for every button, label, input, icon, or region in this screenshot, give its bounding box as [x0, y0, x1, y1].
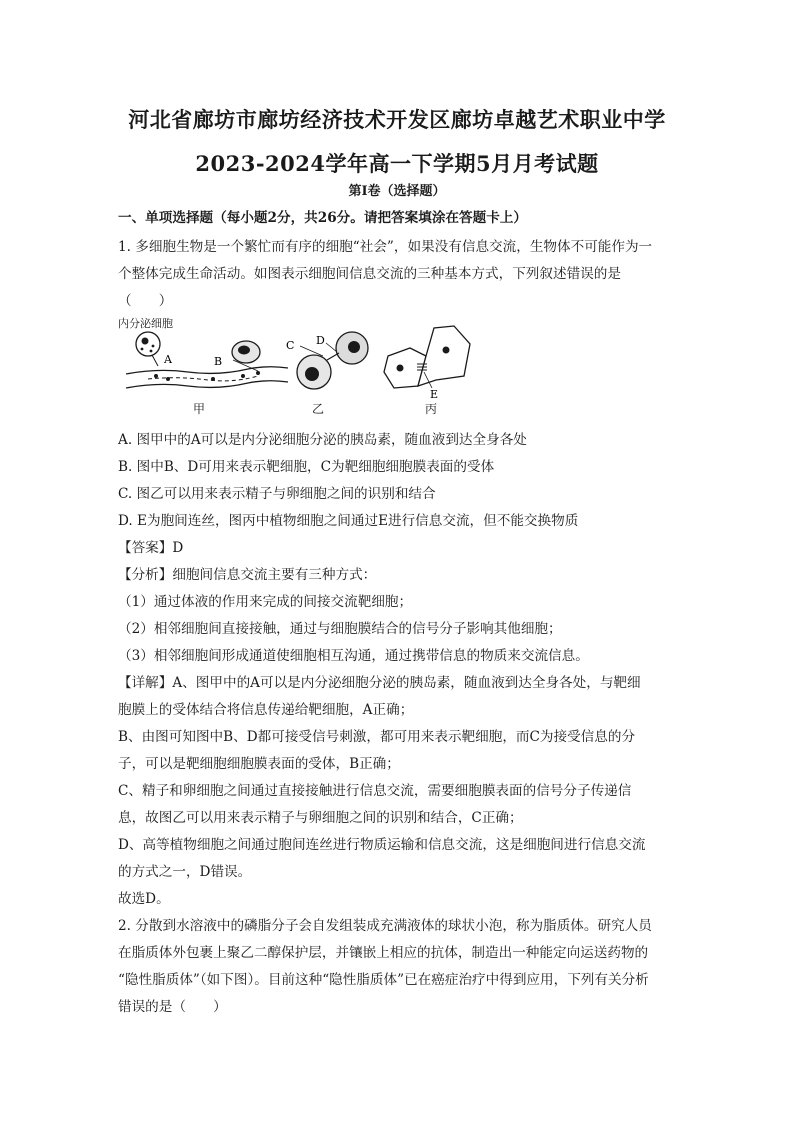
- q1-analysis-line3: （2）相邻细胞间直接接触，通过与细胞膜结合的信号分子影响其他细胞；: [118, 621, 562, 637]
- q1-conclusion: 故选D。: [118, 891, 170, 907]
- q2-line3: “隐性脂质体”（如下图）。目前这种“隐性脂质体”已在癌症治疗中得到应用，下列有关分析: [118, 972, 649, 988]
- q1-detail-line6: 息，故图乙可以用来表示精子与卵细胞之间的识别和结合，C正确；: [118, 810, 523, 826]
- q1-option-d: D. E为胞间连丝，图丙中植物细胞之间通过E进行信息交流，但不能交换物质: [118, 513, 579, 529]
- label-A: A: [164, 353, 172, 366]
- exam-title-line2: 2023-2024学年高一下学期5月月考试题: [195, 151, 599, 176]
- exam-title-line1: 河北省廊坊市廊坊经济技术开发区廊坊卓越艺术职业中学: [128, 107, 666, 132]
- endocrine-cell: [136, 332, 160, 356]
- panel-yi-diagram: [286, 332, 368, 389]
- q1-answer: 【答案】D: [118, 540, 184, 556]
- q1-detail-line3: B、由图可知图中B、D都可接受信号刺激，都可用来表示靶细胞，而C为接受信息的分: [118, 729, 636, 745]
- label-B: B: [214, 355, 223, 368]
- q2-line1: 2. 分散到水溶液中的磷脂分子会自发组装成充满液体的球状小泡，称为脂质体。研究人员: [118, 918, 652, 934]
- vessel-top: [126, 367, 288, 374]
- q1-option-b: B. 图中B、D可用来表示靶细胞，C为靶细胞细胞膜表面的受体: [118, 459, 495, 475]
- cell-communication-figure: [118, 316, 478, 420]
- label-E: E: [430, 388, 439, 401]
- q1-detail-line5: C、精子和卵细胞之间通过直接接触进行信息交流，需要细胞膜表面的信号分子传递信: [118, 783, 632, 799]
- q1-detail-line1: 【详解】A、图甲中的A可以是内分泌细胞分泌的胰岛素，随血液到达全身各处，与靶细: [118, 675, 641, 691]
- q1-analysis-line1: 【分析】细胞间信息交流主要有三种方式：: [118, 567, 377, 583]
- label-D: D: [316, 334, 325, 347]
- q2-line2: 在脂质体外包裹上聚乙二醇保护层，并镶嵌上相应的抗体，制造出一种能定向运送药物的: [118, 945, 649, 961]
- q1-detail-line8: 的方式之一，D错误。: [118, 864, 252, 880]
- panel-jia-diagram: [126, 332, 288, 388]
- panel-jia-label: 甲: [193, 402, 206, 416]
- plant-cell-right: [418, 326, 470, 386]
- q1-stem-line2: 个整体完成生命活动。如图表示细胞间信息交流的三种基本方式，下列叙述错误的是: [118, 266, 621, 282]
- section-heading: 一、单项选择题（每小题2分，共26分。请把答案填涂在答题卡上）: [118, 210, 527, 226]
- q1-blank: （ ）: [118, 293, 173, 309]
- q1-detail-line7: D、高等植物细胞之间通过胞间连丝进行物质运输和信息交流，这是细胞间进行信息交流: [118, 837, 646, 853]
- q2-line4: 错误的是（ ）: [118, 999, 227, 1015]
- panel-bing-diagram: [384, 326, 470, 401]
- q1-analysis-line4: （3）相邻细胞间形成通道使细胞相互沟通，通过携带信息的物质来交流信息。: [118, 648, 589, 664]
- endocrine-cell-label: 内分泌细胞: [118, 317, 173, 330]
- q1-detail-line2: 胞膜上的受体结合将信息传递给靶细胞，A正确；: [118, 702, 414, 718]
- vessel-bottom: [126, 381, 288, 388]
- q1-analysis-line2: （1）通过体液的作用来完成的间接交流靶细胞；: [118, 594, 413, 610]
- q1-detail-line4: 子，可以是靶细胞细胞膜表面的受体，B正确；: [118, 756, 400, 772]
- panel-yi-label: 乙: [312, 402, 325, 416]
- q1-option-a: A. 图甲中的A可以是内分泌细胞分泌的胰岛素，随血液到达全身各处: [118, 432, 527, 448]
- volume-heading: 第I卷（选择题）: [348, 184, 446, 199]
- panel-bing-label: 丙: [425, 402, 438, 416]
- q1-option-c: C. 图乙可以用来表示精子与卵细胞之间的识别和结合: [118, 486, 436, 502]
- q1-stem-line1: 1. 多细胞生物是一个繁忙而有序的细胞“社会”，如果没有信息交流，生物体不可能作为一: [118, 239, 653, 255]
- label-C: C: [286, 339, 295, 352]
